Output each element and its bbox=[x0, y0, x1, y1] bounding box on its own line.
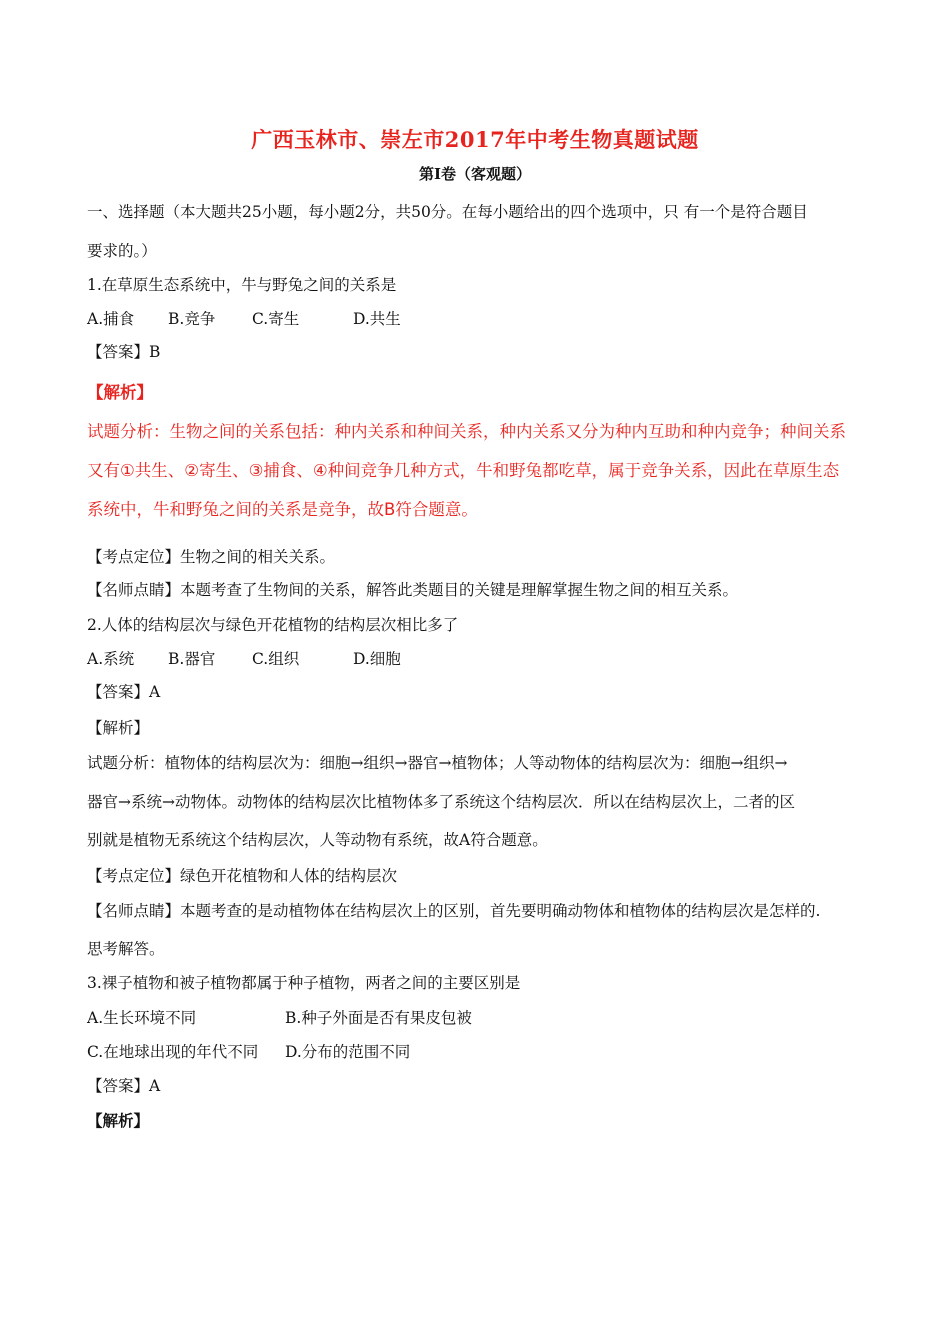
intro-line-2: 要求的。） bbox=[87, 242, 157, 260]
q2-option-a: A.系统 bbox=[87, 650, 135, 668]
q2-kaodian: 【考点定位】绿色开花植物和人体的结构层次 bbox=[87, 867, 398, 885]
q3-options-row-2 bbox=[87, 1042, 410, 1062]
q1-stem: 1.在草原生态系统中，牛与野兔之间的关系是 bbox=[87, 276, 397, 294]
q3-option-b: B.种子外面是否有果皮包被 bbox=[285, 1009, 472, 1027]
q3-option-a: A.生长环境不同 bbox=[87, 1009, 197, 1027]
q2-analysis-line-1: 试题分析：植物体的结构层次为：细胞→组织→器官→植物体；人等动物体的结构层次为：细胞→组织→ bbox=[87, 754, 788, 772]
q3-option-d: D.分布的范围不同 bbox=[285, 1043, 411, 1061]
q2-mingshi-line-1: 【名师点睛】本题考查的是动植物体在结构层次上的区别，首先要明确动物体和植物体的结构层次是怎样的. bbox=[87, 902, 821, 920]
q3-answer: 【答案】A bbox=[87, 1077, 161, 1095]
intro-line-1: 一、选择题（本大题共25小题，每小题2分，共50分。在每小题给出的四个选项中，只 有一个是符合题目 bbox=[87, 203, 808, 221]
q3-analysis-label: 【解析】 bbox=[87, 1111, 150, 1130]
q1-answer: 【答案】B bbox=[87, 343, 161, 361]
q1-mingshi: 【名师点睛】本题考查了生物间的关系，解答此类题目的关键是理解掌握生物之间的相互关系。 bbox=[87, 581, 739, 599]
q2-analysis-line-2: 器官→系统→动物体。动物体的结构层次比植物体多了系统这个结构层次．所以在结构层次上，二者的区 bbox=[87, 793, 795, 811]
q2-answer: 【答案】A bbox=[87, 683, 161, 701]
q1-option-a: A.捕食 bbox=[87, 310, 135, 328]
section-subtitle: 第Ⅰ卷（客观题） bbox=[418, 165, 532, 183]
q2-options bbox=[87, 649, 401, 669]
q1-kaodian: 【考点定位】生物之间的相关关系。 bbox=[87, 548, 336, 566]
q2-mingshi-line-2: 思考解答。 bbox=[87, 940, 165, 958]
q1-analysis-line-1: 试题分析：生物之间的关系包括：种内关系和种间关系，种内关系又分为种内互助和种内竞争；种间关系 bbox=[87, 422, 846, 441]
q1-analysis-label: 【解析】 bbox=[87, 383, 153, 402]
q2-option-c: C.组织 bbox=[252, 650, 300, 668]
q1-option-d: D.共生 bbox=[353, 310, 401, 328]
q2-option-b: B.器官 bbox=[168, 650, 216, 668]
q2-analysis-label: 【解析】 bbox=[87, 719, 150, 737]
q3-stem: 3.裸子植物和被子植物都属于种子植物，两者之间的主要区别是 bbox=[87, 974, 521, 992]
document-title: 广西玉林市、崇左市2017年中考生物真题试题 bbox=[251, 127, 699, 152]
q1-option-b: B.竞争 bbox=[168, 310, 216, 328]
q2-option-d: D.细胞 bbox=[353, 650, 401, 668]
q1-options bbox=[87, 309, 401, 329]
q3-options-row-1 bbox=[87, 1008, 472, 1028]
q3-option-c: C.在地球出现的年代不同 bbox=[87, 1043, 259, 1061]
q1-analysis-line-2: 又有①共生、②寄生、③捕食、④种间竞争几种方式，牛和野兔都吃草，属于竞争关系，因此在草原生态 bbox=[87, 461, 840, 480]
q1-option-c: C.寄生 bbox=[252, 310, 300, 328]
q2-analysis-line-3: 别就是植物无系统这个结构层次，人等动物有系统，故A符合题意。 bbox=[87, 831, 548, 849]
q1-analysis-line-3: 系统中，牛和野兔之间的关系是竞争，故B符合题意。 bbox=[87, 500, 478, 519]
q2-stem: 2.人体的结构层次与绿色开花植物的结构层次相比多了 bbox=[87, 616, 459, 634]
